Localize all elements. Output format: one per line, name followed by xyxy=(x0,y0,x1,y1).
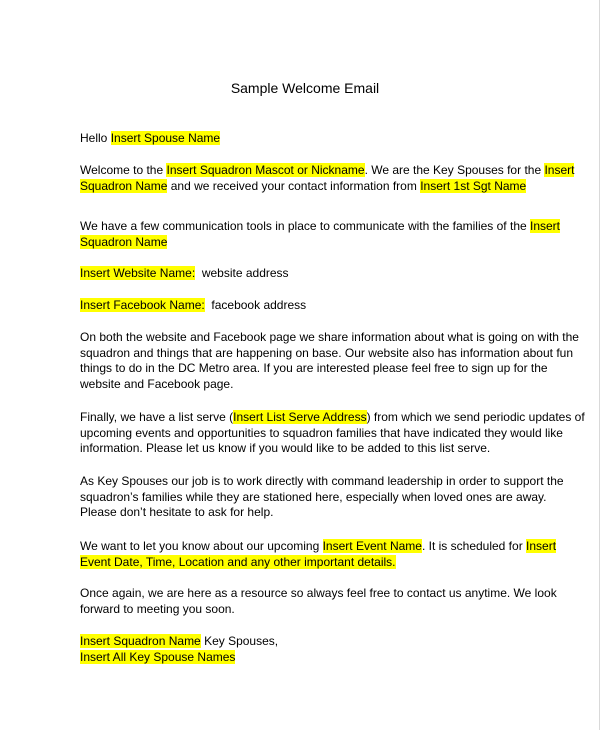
website-line xyxy=(80,266,530,282)
key-spouses-paragraph xyxy=(80,474,564,521)
welcome-line-1 xyxy=(80,163,575,179)
greeting xyxy=(80,131,530,147)
placeholder-spouse-name: Insert Spouse Name xyxy=(110,131,221,145)
placeholder-squadron-name-a: Insert xyxy=(544,163,575,177)
key-line-2: squadron’s families while they are stationed here, especially when loved ones are away. xyxy=(80,489,547,504)
list-line-2: upcoming events and opportunities to squadron families that have indicated they would like xyxy=(80,425,563,440)
placeholder-squadron-mascot: Insert Squadron Mascot or Nickname xyxy=(166,163,365,177)
placeholder-list-serve-address: Insert List Serve Address xyxy=(233,410,367,424)
list-line-3: information. Please let us know if you would like to be added to this list serve. xyxy=(80,441,491,456)
welcome-text-1: Welcome to the xyxy=(80,163,167,177)
event-paragraph xyxy=(80,539,557,570)
tools-paragraph xyxy=(80,219,561,250)
website-address: website address xyxy=(195,266,289,280)
document-title: Sample Welcome Email xyxy=(230,80,380,96)
placeholder-facebook-name: Insert Facebook Name: xyxy=(80,298,205,312)
welcome-paragraph xyxy=(80,163,575,194)
share-line-3: things to do in the DC Metro area. If you are interested please feel free to sign up for the xyxy=(80,361,548,376)
placeholder-signature-squadron: Insert Squadron Name xyxy=(80,634,201,648)
tools-line-2 xyxy=(80,235,530,251)
welcome-line-2 xyxy=(80,179,530,195)
event-line-2 xyxy=(80,555,530,571)
placeholder-event-name: Insert Event Name xyxy=(322,539,422,553)
share-line-2: squadron and things that are happening on base. Our website also has information about fun xyxy=(80,345,574,360)
tools-text-1: We have a few communication tools in place to communicate with the families of the xyxy=(80,219,530,233)
closing-line-2: forward to meeting you soon. xyxy=(80,601,235,616)
list-text-2: ) from which we send periodic updates of xyxy=(366,410,585,424)
signature-line-2 xyxy=(80,650,530,666)
signature xyxy=(80,634,530,665)
key-line-3: Please don’t hesitate to ask for help. xyxy=(80,505,274,520)
greeting-text: Hello xyxy=(80,131,111,145)
placeholder-squadron-name-b: Squadron Name xyxy=(80,178,168,193)
list-line-1 xyxy=(80,410,585,426)
placeholder-first-sgt-name: Insert 1st Sgt Name xyxy=(420,178,527,193)
placeholder-tools-squadron-a: Insert xyxy=(530,219,561,233)
event-text-2: . It is scheduled for xyxy=(421,539,527,553)
placeholder-tools-squadron-b: Squadron Name xyxy=(80,234,168,249)
share-paragraph xyxy=(80,330,579,393)
placeholder-key-spouse-names: Insert All Key Spouse Names xyxy=(80,649,236,664)
tools-line-1 xyxy=(80,219,561,235)
placeholder-event-details-b: Event Date, Time, Location and any other important details. xyxy=(80,554,396,569)
list-serve-paragraph xyxy=(80,410,585,457)
share-line-4: website and Facebook page. xyxy=(80,377,234,392)
welcome-text-3: and we received your contact information from xyxy=(167,178,421,193)
signature-text: Key Spouses, xyxy=(200,634,279,648)
placeholder-website-name: Insert Website Name: xyxy=(80,266,196,280)
placeholder-event-details-a: Insert xyxy=(526,539,557,553)
event-line-1 xyxy=(80,539,557,555)
closing-paragraph xyxy=(80,586,557,617)
key-line-1: As Key Spouses our job is to work directly with command leadership in order to support the xyxy=(80,474,564,488)
closing-line-1: Once again, we are here as a resource so always feel free to contact us anytime. We look xyxy=(80,586,557,600)
event-text-1: We want to let you know about our upcoming xyxy=(80,539,323,553)
facebook-line xyxy=(80,298,530,314)
list-text-1: Finally, we have a list serve ( xyxy=(80,410,234,424)
share-line-1: On both the website and Facebook page we share information about what is going on with the xyxy=(80,330,579,344)
welcome-text-2: . We are the Key Spouses for the xyxy=(364,163,545,177)
signature-line-1 xyxy=(80,634,530,650)
facebook-address: facebook address xyxy=(204,298,307,312)
